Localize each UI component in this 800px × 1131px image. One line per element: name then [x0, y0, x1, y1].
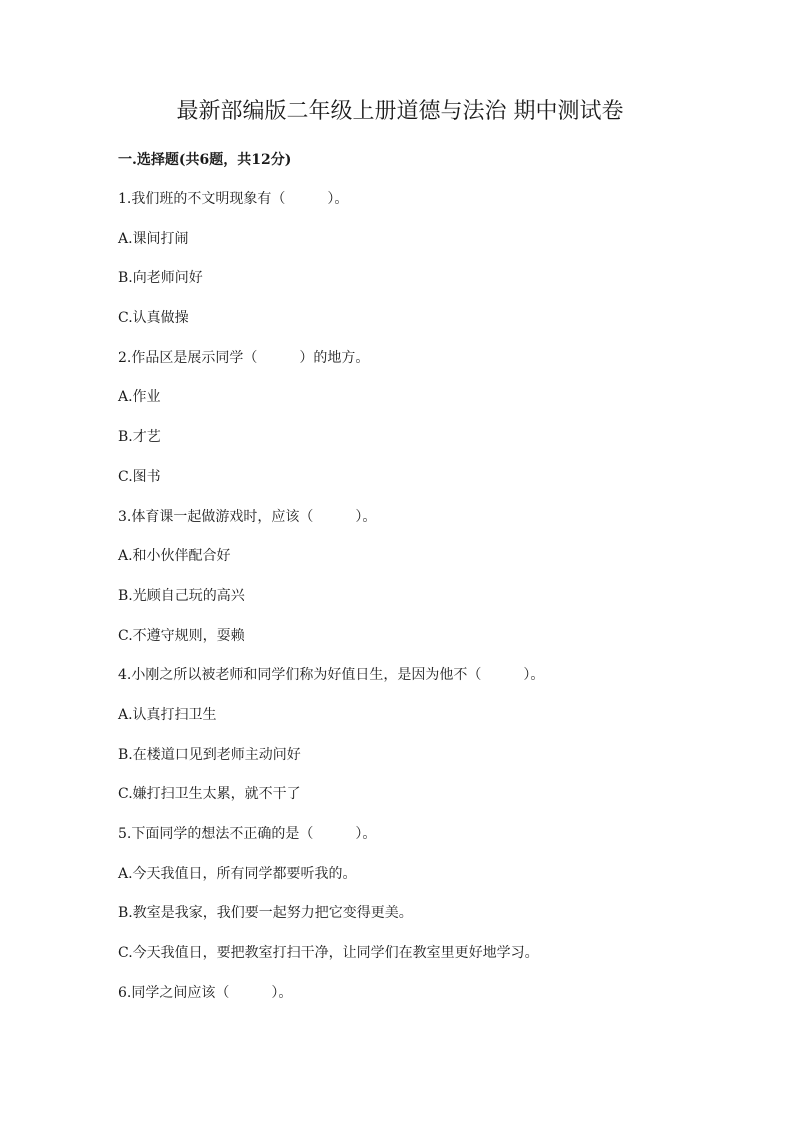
question-4-stem: 4.小刚之所以被老师和同学们称为好值日生，是因为他不（ ）。: [118, 667, 545, 684]
question-4-option-a: A.认真打扫卫生: [118, 706, 217, 723]
section-heading: 一.选择题(共6题，共12分): [118, 152, 292, 168]
question-6-stem: 6.同学之间应该（ ）。: [118, 984, 293, 1001]
question-3-option-a: A.和小伙伴配合好: [118, 548, 231, 565]
question-2-option-c: C.图书: [118, 468, 161, 485]
question-5-option-b: B.教室是我家，我们要一起努力把它变得更美。: [118, 905, 413, 922]
question-1-option-a: A.课间打闹: [118, 230, 189, 247]
question-2-option-a: A.作业: [118, 389, 161, 406]
question-2-option-b: B.才艺: [118, 429, 161, 446]
question-4-option-c: C.嫌打扫卫生太累，就不干了: [118, 786, 301, 803]
question-1-stem: 1.我们班的不文明现象有（ ）。: [118, 191, 349, 207]
question-1-option-b: B.向老师问好: [118, 270, 203, 287]
question-2-stem: 2.作品区是展示同学（ ）的地方。: [118, 349, 370, 366]
question-3-option-b: B.光顾自己玩的高兴: [118, 587, 245, 604]
question-5-option-c: C.今天我值日，要把教室打扫干净，让同学们在教室里更好地学习。: [118, 945, 539, 962]
question-list: [118, 189, 758, 1022]
question-5-option-a: A.今天我值日，所有同学都要听我的。: [118, 865, 357, 882]
question-3-stem: 3.体育课一起做游戏时，应该（ ）。: [118, 508, 377, 525]
question-5-stem: 5.下面同学的想法不正确的是（ ）。: [118, 826, 377, 842]
question-4-option-b: B.在楼道口见到老师主动问好: [118, 746, 301, 763]
page-title: 最新部编版二年级上册道德与法治 期中测试卷: [176, 99, 624, 124]
question-3-option-c: C.不遵守规则，耍赖: [118, 627, 245, 644]
question-1-option-c: C.认真做操: [118, 310, 189, 327]
